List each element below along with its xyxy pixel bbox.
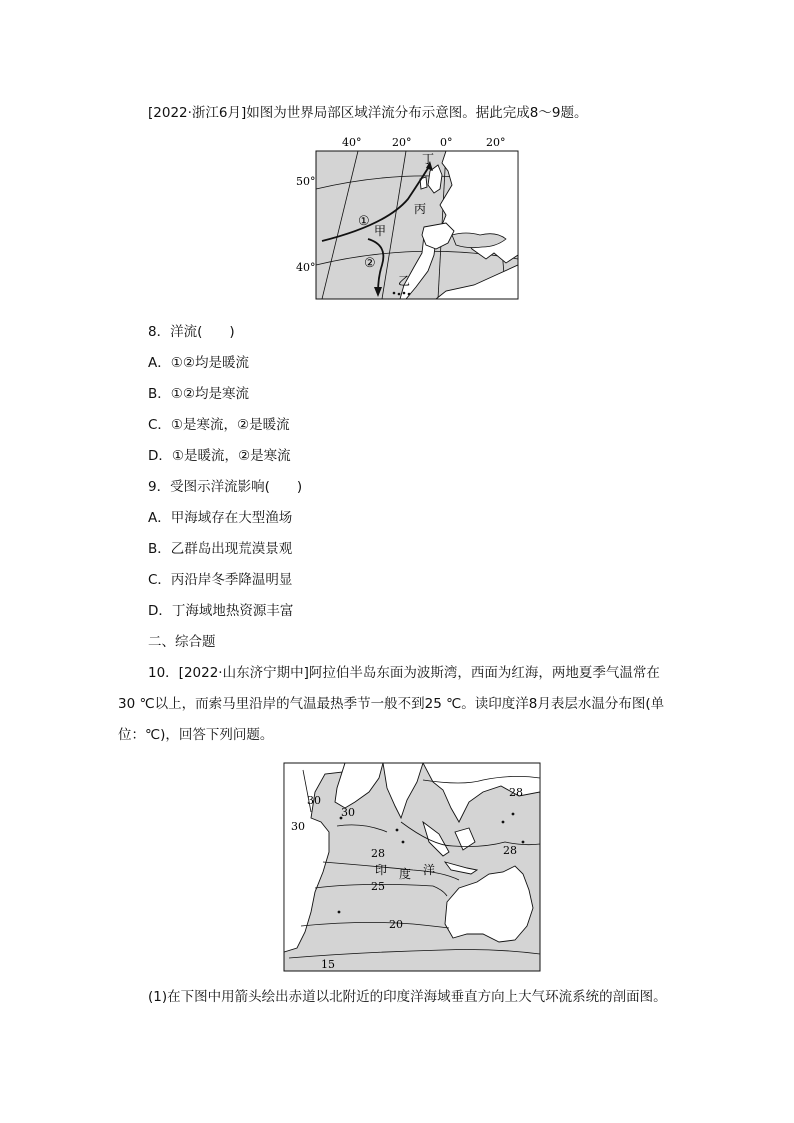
lat-label-40: 40° bbox=[296, 261, 316, 274]
island-dot bbox=[338, 911, 341, 914]
q8-option-b: B．①②均是寒流 bbox=[148, 386, 249, 402]
island-dot bbox=[402, 841, 405, 844]
q10-line1: 10．[2022·山东济宁期中]阿拉伯半岛东面为波斯湾，西面为红海，两地夏季气温常在 bbox=[148, 665, 660, 681]
isotherm-label: 30 bbox=[307, 794, 321, 807]
ocean-name-char: 洋 bbox=[423, 863, 436, 877]
island-dot bbox=[398, 293, 401, 296]
lat-label-50: 50° bbox=[296, 175, 316, 188]
lon-label-40w: 40° bbox=[342, 136, 362, 149]
indian-ocean-temp-map bbox=[283, 762, 541, 972]
island-dot bbox=[502, 821, 505, 824]
ocean-name-char: 度 bbox=[399, 867, 412, 881]
isotherm-label: 15 bbox=[321, 958, 335, 971]
current-2-label: ② bbox=[364, 256, 376, 271]
lon-label-20e: 20° bbox=[486, 136, 506, 149]
q8-stem: 8．洋流( ) bbox=[148, 324, 235, 340]
island-dot bbox=[403, 292, 406, 295]
island-dot bbox=[512, 813, 515, 816]
isotherm-label: 28 bbox=[371, 847, 385, 860]
place-yi-label: 乙 bbox=[398, 274, 411, 288]
q9-option-c: C．丙沿岸冬季降温明显 bbox=[148, 572, 293, 588]
q8-option-c: C．①是寒流，②是暖流 bbox=[148, 417, 290, 433]
island-dot bbox=[408, 293, 411, 296]
isotherm-label: 25 bbox=[371, 880, 385, 893]
current-1-label: ① bbox=[358, 214, 370, 229]
isotherm-label: 28 bbox=[503, 844, 517, 857]
q8-option-a: A．①②均是暖流 bbox=[148, 355, 249, 371]
isotherm-label: 20 bbox=[389, 918, 403, 931]
island-dot bbox=[396, 829, 399, 832]
place-jia-label: 甲 bbox=[374, 224, 387, 238]
q9-stem: 9．受图示洋流影响( ) bbox=[148, 479, 303, 495]
q9-option-b: B．乙群岛出现荒漠景观 bbox=[148, 541, 293, 557]
q10-line3: 位：℃)，回答下列问题。 bbox=[118, 727, 274, 743]
question-intro: [2022·浙江6月]如图为世界局部区域洋流分布示意图。据此完成8～9题。 bbox=[148, 105, 588, 121]
island-dot bbox=[393, 292, 396, 295]
ocean-name-char: 印 bbox=[375, 863, 388, 877]
q8-option-d: D．①是暖流，②是寒流 bbox=[148, 448, 291, 464]
ocean-current-map bbox=[296, 135, 526, 305]
q10-sub1: (1)在下图中用箭头绘出赤道以北附近的印度洋海域垂直方向上大气环流系统的剖面图。 bbox=[148, 989, 667, 1005]
place-bing-label: 丙 bbox=[414, 202, 427, 216]
island-dot bbox=[522, 841, 525, 844]
q10-line2: 30 ℃以上，而索马里沿岸的气温最热季节一般不到25 ℃。读印度洋8月表层水温分布图(单 bbox=[118, 696, 665, 712]
lon-label-20w: 20° bbox=[392, 136, 412, 149]
place-ding-label: 丁 bbox=[422, 152, 435, 166]
q9-option-a: A．甲海域存在大型渔场 bbox=[148, 510, 293, 526]
q9-option-d: D．丁海域地热资源丰富 bbox=[148, 603, 294, 619]
isotherm-label: 30 bbox=[291, 820, 305, 833]
lon-label-0: 0° bbox=[440, 136, 453, 149]
isotherm-label: 30 bbox=[341, 806, 355, 819]
isotherm-label: 28 bbox=[509, 786, 523, 799]
section-heading: 二、综合题 bbox=[148, 634, 216, 650]
